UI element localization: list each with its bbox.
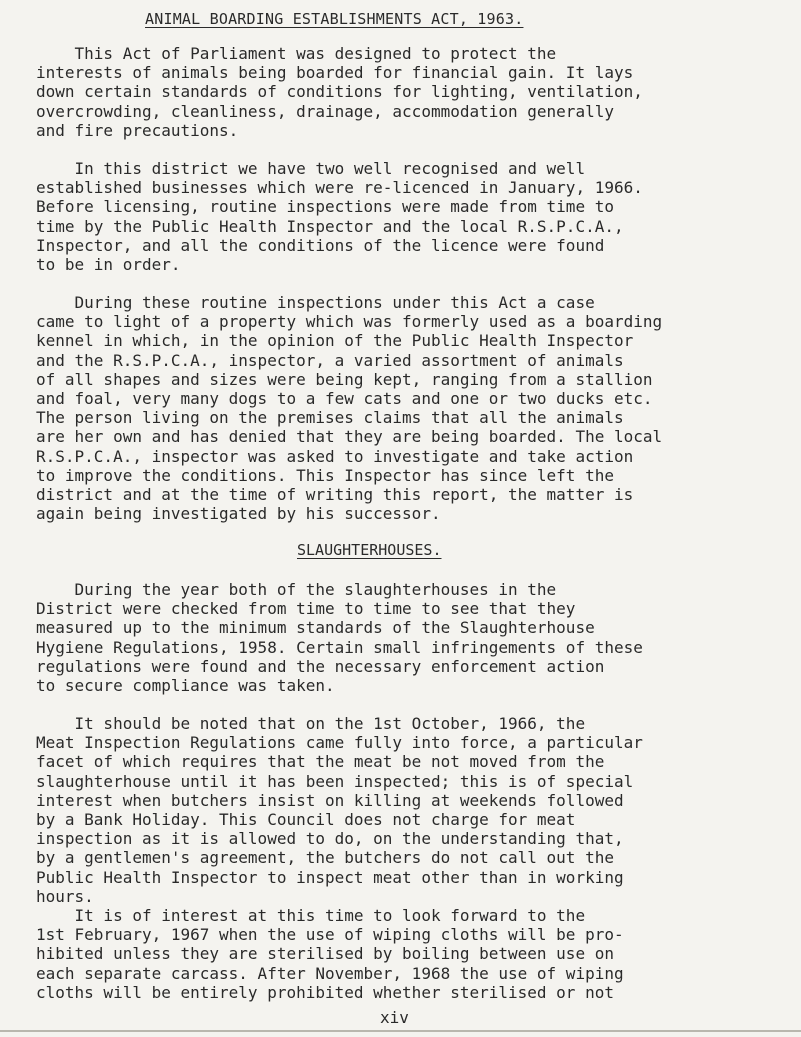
paragraph-licensed-businesses: In this district we have two well recognised and well established businesses which were re-licenced in January, 1966. Before licensing, routine inspections were made from time to time by the Public Health Inspector and the local R.S.P.C.A., Inspector, and all the conditions of the licence were found to be in order. [36, 159, 643, 275]
page-title: ANIMAL BOARDING ESTABLISHMENTS ACT, 1963. [145, 10, 524, 28]
page-number: xiv [380, 1008, 409, 1027]
paragraph-act-purpose: This Act of Parliament was designed to protect the interests of animals being boarded for financial gain. It lays down certain standards of conditions for lighting, ventilation, overcrowding, cleanliness, drainage, accommodation generally and fire precautions. [36, 44, 643, 140]
paragraph-slaughterhouse-checks: During the year both of the slaughterhouses in the District were checked from time to time to see that they measured up to the minimum standards of the Slaughterhouse Hygiene Regulations, 1958. Certain small infringements of these regulations were found and the necessary enforcement action to secure compliance was taken. [36, 580, 643, 696]
bottom-divider [0, 1030, 801, 1032]
paragraph-boarding-case: During these routine inspections under this Act a case came to light of a property which was formerly used as a boarding kennel in which, in the opinion of the Public Health Inspector and the R.S.P.C.A., inspector, a varied assortment of animals of all shapes and sizes were being kept, ranging from a stallion and foal, very many dogs to a few cats and one or two ducks etc. The person living on the premises claims that all the animals are her own and has denied that they are being boarded. The local R.S.P.C.A., inspector was asked to investigate and take action to improve the conditions. This Inspector has since left the district and at the time of writing this report, the matter is again being investigated by his successor. [36, 293, 663, 524]
paragraph-meat-inspection: It should be noted that on the 1st October, 1966, the Meat Inspection Regulations came fully into force, a particular facet of which requires that the meat be not moved from the slaughterhouse until it has been inspected; this is of special interest when butchers insist on killing at weekends followed by a Bank Holiday. This Council does not charge for meat inspection as it is allowed to do, on the understanding that, by a gentlemen's agreement, the butchers do not call out the Public Health Inspector to inspect meat other than in working hours. [36, 714, 643, 906]
section-heading-slaughterhouses: SLAUGHTERHOUSES. [297, 541, 442, 559]
paragraph-wiping-cloths: It is of interest at this time to look forward to the 1st February, 1967 when the use of wiping cloths will be pro- hibited unless they are sterilised by boiling between use on each separate carcass. After November, 1968 the use of wiping cloths will be entirely prohibited whether sterilised or not [36, 906, 624, 1002]
